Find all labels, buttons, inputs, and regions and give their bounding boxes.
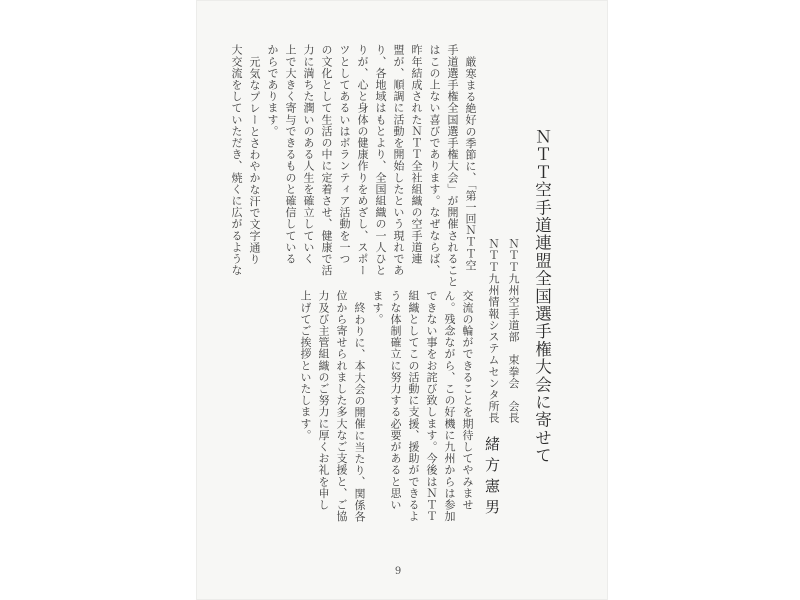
right-column-3: できない事をお詫び致します。今後はＮＴＴ (425, 290, 438, 522)
left-column-14: 大交流をしていただき、焼くに広がるような (230, 44, 243, 276)
left-column-5: 盟が、順調に活動を開始したという現れであ (392, 44, 405, 276)
left-column-4: 昨年結成されたＮＴＴ全社組織の空手道連 (410, 44, 423, 265)
left-column-7: りが、心と身体の健康作りをめざし、スポー (356, 44, 369, 276)
right-column-8: 位から寄せられました多大なご支援と、ご協 (335, 290, 348, 522)
left-column-6: り、各地域はもとより、全国組織の一人ひと (374, 44, 387, 276)
author-name: 緒方憲男 (483, 436, 501, 520)
left-column-10: 力に満ちた潤いのある人生を確立していく (302, 44, 315, 265)
right-column-7: 終わりに、本大会の開催に当たり、関係各 (353, 302, 366, 523)
right-column-4: 組織としてこの活動に支援、援助ができるよ (407, 290, 420, 522)
left-column-2: 手道選手権全国選手権大会」が開催されること (446, 44, 459, 288)
left-column-9: の文化として生活の中に定着させ、健康で活 (320, 44, 333, 276)
left-column-1: 厳寒まる絶好の季節に、「第一回ＮＴＴ空 (464, 56, 477, 271)
right-column-10: 上げてご挨拶といたします。 (299, 290, 312, 441)
author-title: ＮＴＴ九州情報システムセンタ所長 (487, 238, 500, 424)
page-number: 9 (394, 566, 402, 577)
right-column-9: 力及び主管組織のご努力に厚くお礼を申し (317, 290, 330, 511)
left-column-13: 元気なプレーとさわやかな汗で文字通り (248, 56, 261, 265)
right-column-5: うな体制確立に努力する必要があると思い (389, 290, 402, 511)
left-column-3: はこの上ない喜びであります。なぜならば、 (428, 44, 441, 276)
author-org: ＮＴＴ九州空手道部 束拳会 会長 (507, 238, 520, 424)
left-column-11: 上で大きく寄与できるものと確信している (284, 44, 297, 265)
document-title: ＮＴＴ空手道連盟全国選手権大会に寄せて (532, 128, 552, 465)
left-column-12: からであります。 (266, 44, 279, 137)
right-column-6: ます。 (371, 290, 384, 325)
left-column-8: ツとしてあるいはボランティア活動を一つ (338, 44, 351, 265)
right-column-1: 交流の輪ができることを期待してやみませ (461, 290, 474, 511)
right-column-2: ん。残念ながら、この好機に九州からは参加 (443, 290, 456, 522)
